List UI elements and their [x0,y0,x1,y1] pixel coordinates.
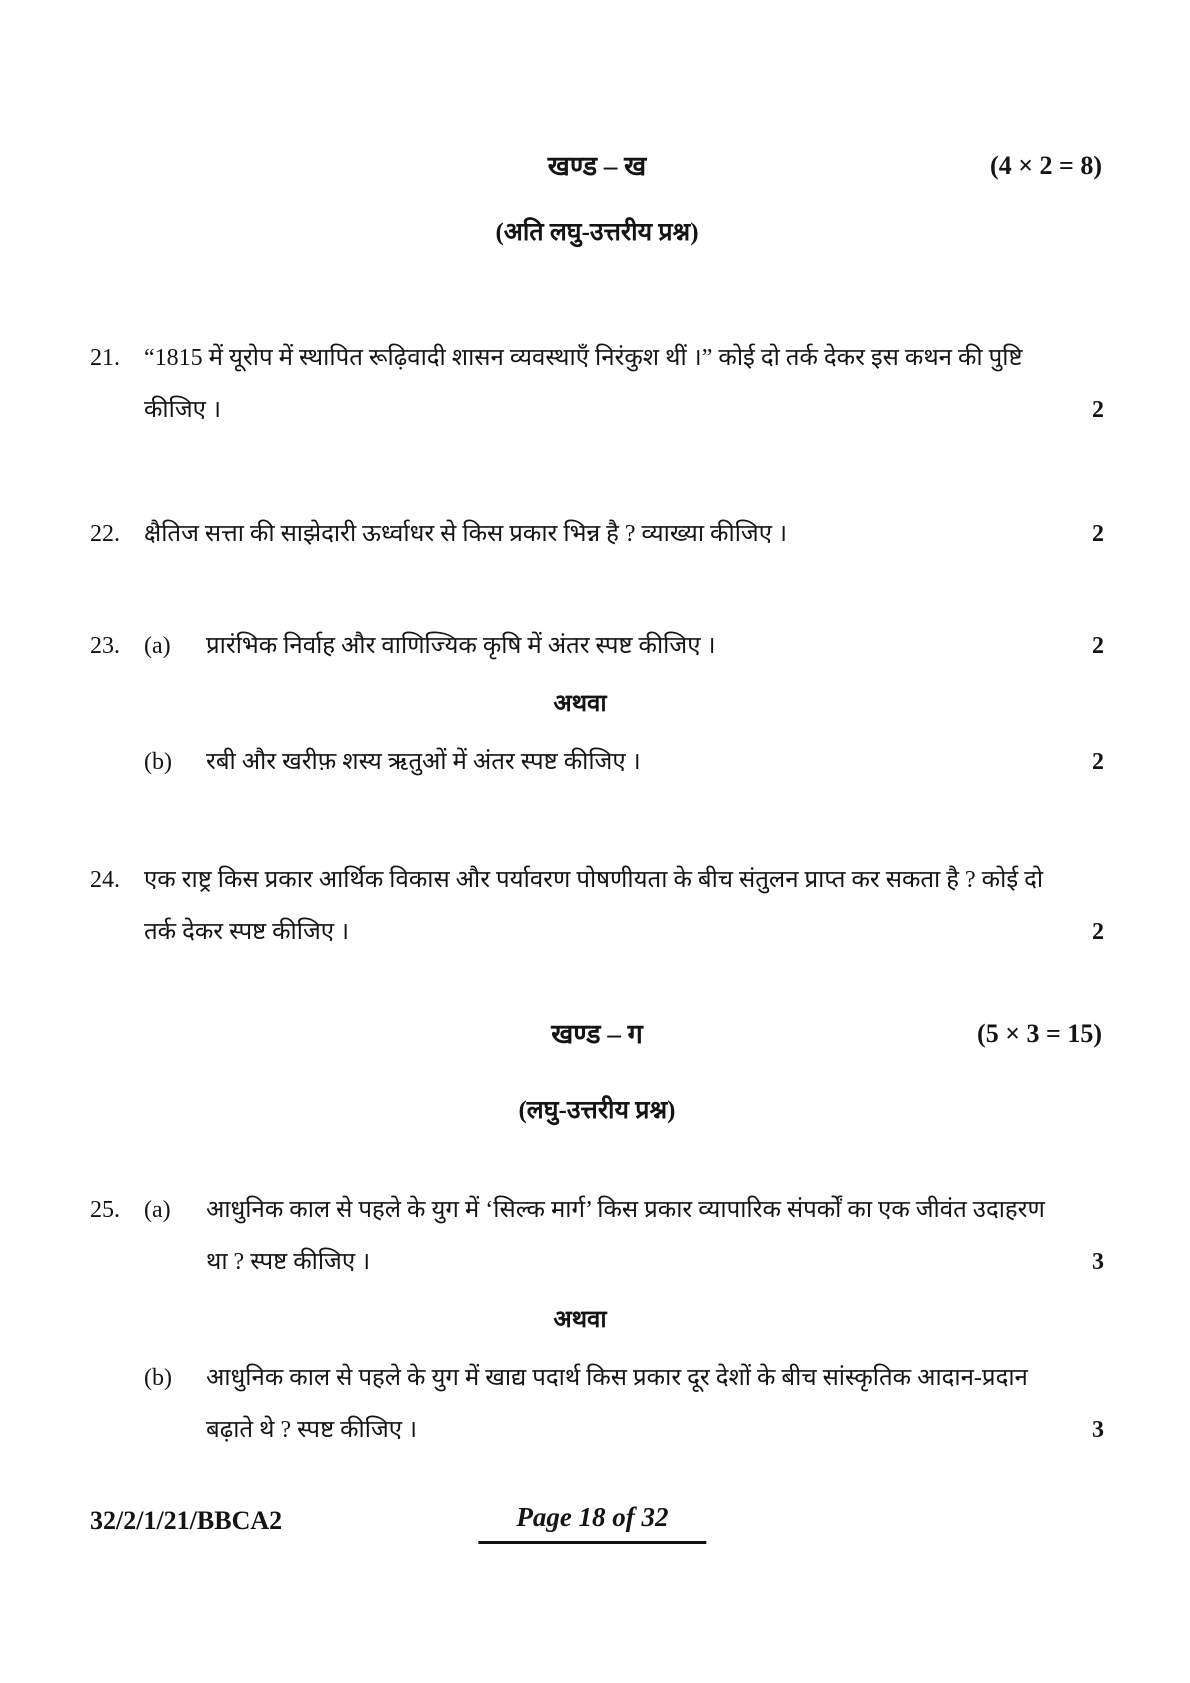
section-b-marks-scheme: (4 × 2 = 8) [990,151,1102,180]
question-23-part-a-label: (a) [144,633,171,659]
question-24-marks: 2 [1092,919,1104,945]
question-25 [90,1184,1104,1456]
paper-code: 32/2/1/21/BBCA2 [90,1506,283,1535]
question-23-part-a-marks: 2 [1092,633,1104,659]
page-footer [90,1502,1104,1562]
question-23-part-b-text: रबी और खरीफ़ शस्य ऋतुओं में अंतर स्पष्ट कीजिए । [206,749,641,775]
section-b-subtitle: (अति लघु-उत्तरीय प्रश्न) [495,219,699,246]
question-23-part-b-label: (b) [144,749,172,775]
question-23 [90,620,1104,788]
question-25-part-a-marks: 3 [1092,1249,1104,1275]
question-23-part-a [144,620,1104,672]
question-24 [90,854,1104,958]
question-23-number: 23. [90,633,120,659]
question-22-number: 22. [90,521,120,547]
section-c-title: खण्ड – ग [551,1019,643,1049]
question-25-part-a [144,1184,1104,1288]
question-22-marks: 2 [1092,521,1104,547]
section-c-marks-scheme: (5 × 3 = 15) [977,1019,1102,1048]
question-23-or-label: अथवा [553,691,607,717]
question-23-part-b-marks: 2 [1092,749,1104,775]
question-21 [90,332,1104,436]
page-number-indicator: Page 18 of 32 [478,1502,706,1544]
question-25-part-b [144,1352,1104,1456]
question-25-or-label: अथवा [553,1307,607,1333]
section-c-header [90,1016,1104,1052]
question-25-part-b-label: (b) [144,1365,172,1391]
section-b-title: खण्ड – ख [547,151,647,181]
question-25-part-a-text: आधुनिक काल से पहले के युग में ‘सिल्क मार्ग’ किस प्रकार व्यापारिक संपर्कों का एक जीवंत उदाहरण था ? स्पष्ट कीजिए । [206,1197,1045,1275]
question-22-text: क्षैतिज सत्ता की साझेदारी ऊर्ध्वाधर से किस प्रकार भिन्न है ? व्याख्या कीजिए । [144,521,788,547]
question-25-part-b-marks: 3 [1092,1417,1104,1443]
question-23-body [144,620,1104,788]
question-21-number: 21. [90,345,120,371]
question-24-number: 24. [90,867,120,893]
question-25-number: 25. [90,1197,120,1223]
section-c-subtitle: (लघु-उत्तरीय प्रश्न) [518,1097,676,1124]
question-21-marks: 2 [1092,397,1104,423]
question-25-part-b-text: आधुनिक काल से पहले के युग में खाद्य पदार्थ किस प्रकार दूर देशों के बीच सांस्कृतिक आदान-प्रदान बढ़ाते थे ? स्पष्ट कीजिए । [206,1365,1028,1443]
question-23-part-a-text: प्रारंभिक निर्वाह और वाणिज्यिक कृषि में अंतर स्पष्ट कीजिए । [206,633,716,659]
question-25-part-a-label: (a) [144,1197,171,1223]
question-24-text: एक राष्ट्र किस प्रकार आर्थिक विकास और पर्यावरण पोषणीयता के बीच संतुलन प्राप्त कर सकता है ? कोई दो तर्क देकर स्पष्ट कीजिए । [144,867,1044,945]
question-25-body [144,1184,1104,1456]
question-22 [90,508,1104,560]
question-23-part-b [144,736,1104,788]
question-21-text: “1815 में यूरोप में स्थापित रूढ़िवादी शासन व्यवस्थाएँ निरंकुश थीं ।” कोई दो तर्क देकर इस कथन की पुष्टि कीजिए । [144,345,1023,423]
section-b-header [90,148,1104,184]
